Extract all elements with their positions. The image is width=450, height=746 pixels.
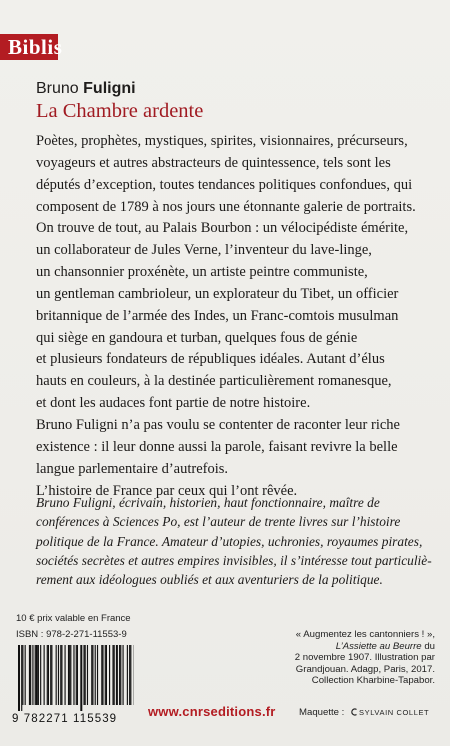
- price-label: 10 € prix valable en France: [16, 613, 131, 624]
- caption-line: 2 novembre 1907. Illustration par: [294, 652, 435, 664]
- author-last-name: Fuligni: [83, 80, 136, 97]
- blurb-line: composent de 1789 à nos jours une étonnante galerie de portraits.: [36, 198, 416, 215]
- isbn-label: ISBN : 978-2-271-11553-9: [16, 629, 127, 640]
- blurb-line: députés d’exception, toutes tendances politiques confondues, qui: [36, 176, 413, 193]
- book-title: La Chambre ardente: [36, 100, 204, 122]
- barcode-bar: [80, 645, 82, 711]
- barcode-bar: [48, 645, 49, 705]
- caption-line: [285, 641, 435, 653]
- barcode-bar: [129, 645, 130, 705]
- barcode-bar: [91, 645, 92, 705]
- caption-line: Collection Kharbine-Tapabor.: [311, 675, 435, 687]
- barcode-bar: [106, 645, 107, 705]
- barcode-bar: [60, 645, 61, 705]
- blurb-line: un gentleman cambrioleur, un explorateur du Tibet, un officier: [36, 285, 399, 302]
- blurb-line: un collaborateur de Jules Verne, l’inventeur du lave-linge,: [36, 242, 372, 259]
- barcode-bar: [112, 645, 113, 705]
- series-logo: Biblis: [0, 34, 58, 60]
- author-bio: [36, 493, 431, 589]
- bio-line: rement aux idéologues oubliés et aux aventuriers de la politique.: [36, 572, 383, 588]
- blurb-line: hauts en couleurs, à la destinée particulièrement romanesque,: [36, 373, 392, 390]
- blurb-line: existence : il leur donne aussi la parole, faisant revivre la belle: [36, 438, 398, 455]
- barcode-bar: [47, 645, 48, 705]
- barcode-bar: [92, 645, 93, 705]
- barcode-bar: [36, 645, 38, 705]
- barcode-bar: [116, 645, 118, 705]
- barcode-bar: [119, 645, 120, 705]
- barcode-bar: [95, 645, 96, 705]
- designer-logo-icon: [350, 708, 358, 716]
- blurb-line: Bruno Fuligni n’a pas voulu se contenter de raconter leur riche: [36, 416, 400, 433]
- caption-italic: L’Assiette au Beurre: [335, 640, 422, 652]
- barcode-bar: [35, 645, 36, 705]
- barcode-bar: [120, 645, 121, 705]
- barcode-bar: [123, 645, 124, 705]
- author-first-name: Bruno: [36, 80, 79, 97]
- blurb-line: On trouve de tout, au Palais Bourbon : un vélocipédiste émérite,: [36, 220, 409, 237]
- barcode-bar: [127, 645, 128, 705]
- barcode-bar: [69, 645, 70, 705]
- maquette-label: Maquette :: [299, 707, 345, 718]
- design-credit: [299, 707, 429, 718]
- barcode-bars: [18, 645, 134, 711]
- barcode-bar: [97, 645, 98, 705]
- publisher-website: www.cnrseditions.fr: [148, 704, 276, 719]
- barcode-bar: [50, 645, 51, 705]
- caption-rest: du: [421, 640, 435, 652]
- author-name: [36, 80, 136, 98]
- blurb-line: langue parlementaire d’autrefois.: [36, 460, 229, 477]
- designer-name: SYLVAIN COLLET: [359, 708, 430, 717]
- blurb: [36, 131, 431, 502]
- barcode-bar: [109, 645, 110, 705]
- caption-line: « Augmentez les cantonniers ! »,: [295, 629, 435, 640]
- blurb-line: L’histoire de France par ceux qui l’ont rêvée.: [36, 482, 298, 499]
- barcode-bar: [76, 645, 77, 705]
- barcode-bar: [21, 645, 22, 711]
- barcode-bar: [25, 645, 26, 705]
- barcode-bar: [70, 645, 71, 705]
- barcode-bar: [61, 645, 62, 705]
- barcode-bar: [51, 645, 52, 705]
- blurb-line: britannique de l’armée des Indes, un Franc-comtois musulman: [36, 307, 399, 324]
- caption-line: Grandjouan. Adagp, Paris, 2017.: [295, 663, 435, 675]
- barcode-bar: [29, 645, 30, 705]
- barcode-bar: [65, 645, 66, 705]
- blurb-line: et dont les audaces font partie de notre histoire.: [36, 395, 311, 412]
- barcode-bar: [85, 645, 86, 705]
- barcode: [12, 645, 132, 725]
- blurb-line: Poètes, prophètes, mystiques, spirites, visionnaires, précurseurs,: [36, 133, 408, 149]
- barcode-bar: [130, 645, 131, 705]
- barcode-bar: [32, 645, 33, 705]
- barcode-bar: [44, 645, 45, 705]
- barcode-digits: 9 782271 115539: [12, 713, 118, 725]
- barcode-bar: [22, 645, 23, 705]
- bio-line: Bruno Fuligni, écrivain, historien, haut fonctionnaire, maître de: [36, 495, 380, 510]
- barcode-bar: [83, 645, 84, 705]
- barcode-bar: [68, 645, 69, 705]
- barcode-bar: [73, 645, 74, 705]
- blurb-line: un chansonnier proxénète, un artiste peintre communiste,: [36, 264, 368, 281]
- barcode-bar: [114, 645, 115, 705]
- barcode-bar: [40, 645, 41, 705]
- barcode-bar: [18, 645, 20, 711]
- bio-line: politique de la France. Amateur d’utopies, uchronies, royaumes pirates,: [36, 533, 423, 549]
- barcode-bar: [101, 645, 102, 705]
- image-caption: [285, 629, 435, 687]
- blurb-line: voyageurs et autres abstracteurs de quintessence, tels sont les: [36, 154, 391, 171]
- barcode-bar: [58, 645, 59, 705]
- barcode-bar: [87, 645, 88, 705]
- blurb-line: qui siège en gandoura et turban, quelques fous de génie: [36, 329, 358, 346]
- bio-line: sociétés secrètes et autres empires invisibles, il s’intéresse tout particuliè-: [36, 552, 432, 568]
- barcode-bar: [56, 645, 57, 705]
- bio-line: conférences à Sciences Po, est l’auteur de trente livres sur l’histoire: [36, 514, 401, 530]
- blurb-line: et plusieurs fondateurs de républiques idéales. Autant d’élus: [36, 351, 385, 368]
- barcode-bar: [77, 645, 78, 705]
- barcode-bar: [102, 645, 103, 705]
- barcode-bar: [105, 645, 106, 705]
- barcode-bar: [30, 645, 31, 705]
- barcode-bar: [38, 645, 39, 705]
